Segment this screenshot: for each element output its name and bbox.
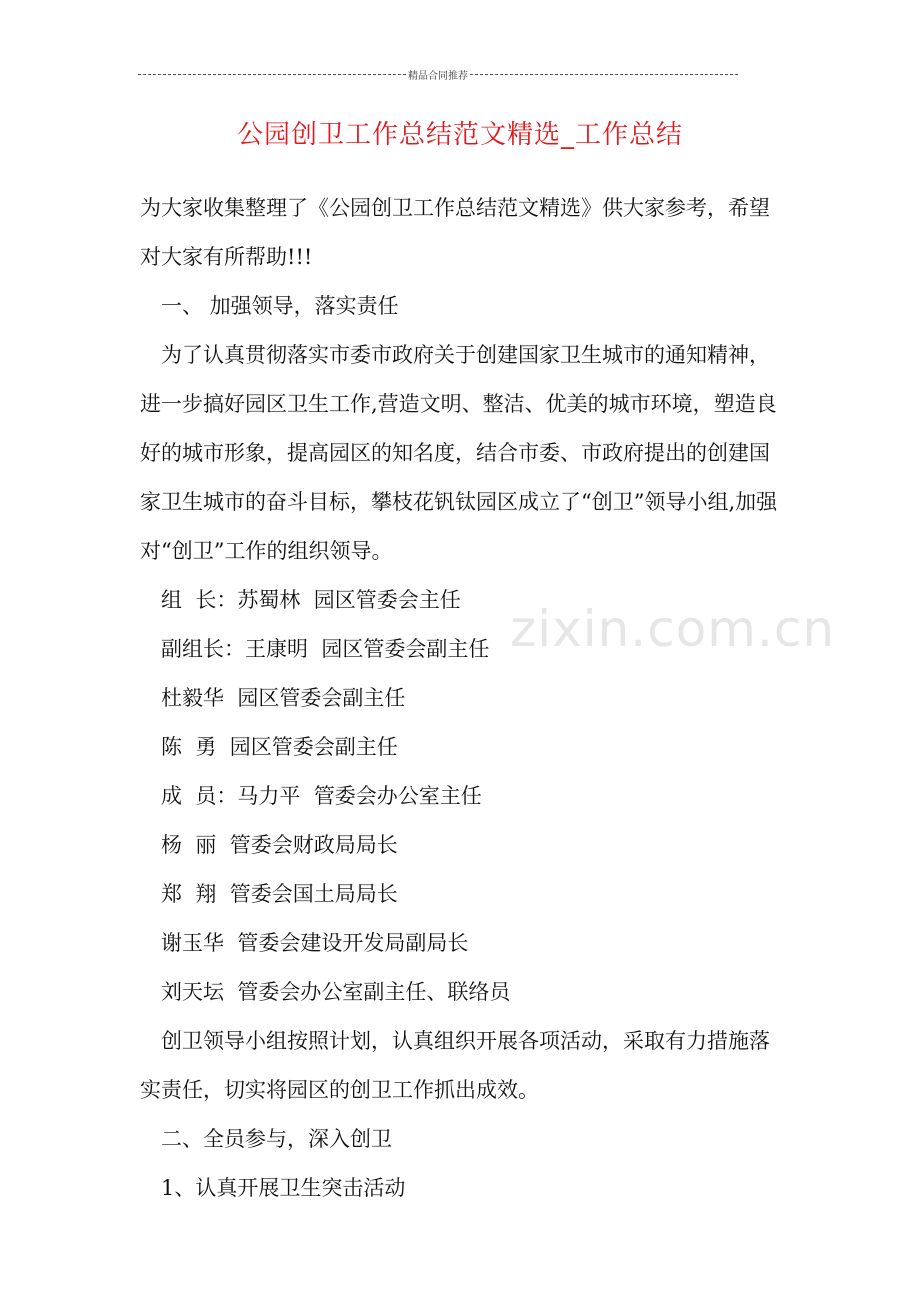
member-line: 刘天坛 管委会办公室副主任、联络员 (161, 980, 511, 1004)
member-line: 郑 翔 管委会国土局局长 (161, 882, 398, 906)
member-line: 陈 勇 园区管委会副主任 (161, 735, 398, 759)
section-1-paragraph: 为了认真贯彻落实市委市政府关于创建国家卫生城市的通知精神，进一步搞好园区卫生工作,营造文明、整洁、优美的城市环境，塑造良好的城市形象，提高园区的知名度，结合市委、市政府提出的创建国家卫生城市的奋斗目标，攀枝花钒钛园区成立了“创卫”领导小组,加强对“创卫”工作的组织领导。 (140, 343, 778, 563)
page-header-rule (138, 64, 738, 84)
section-1-heading: 一、 加强领导，落实责任 (161, 294, 399, 318)
member-line: 成 员：马力平 管委会办公室主任 (161, 784, 482, 808)
section-2-heading: 二、全员参与，深入创卫 (161, 1127, 392, 1151)
member-line: 杜毅华 园区管委会副主任 (161, 686, 406, 710)
header-dash-left (138, 74, 406, 75)
document-body (140, 184, 780, 1213)
section-1-closing-paragraph: 创卫领导小组按照计划，认真组织开展各项活动，采取有力措施落实责任，切实将园区的创卫工作抓出成效。 (140, 1029, 770, 1102)
document-title: 公园创卫工作总结范文精选_工作总结 (236, 120, 683, 150)
member-line: 谢玉华 管委会建设开发局副局长 (161, 931, 469, 955)
watermark: zixin.com.cn (510, 600, 836, 658)
intro-paragraph: 为大家收集整理了《公园创卫工作总结范文精选》供大家参考，希望对大家有所帮助!!! (140, 196, 770, 269)
member-line: 组 长：苏蜀林 园区管委会主任 (161, 588, 461, 612)
header-label: 精品合同推荐 (408, 70, 468, 82)
member-line: 副组长：王康明 园区管委会副主任 (161, 637, 490, 661)
section-2-subheading: 1、认真开展卫生突击活动 (161, 1176, 406, 1200)
header-dash-right (470, 74, 738, 75)
member-line: 杨 丽 管委会财政局局长 (161, 833, 398, 857)
